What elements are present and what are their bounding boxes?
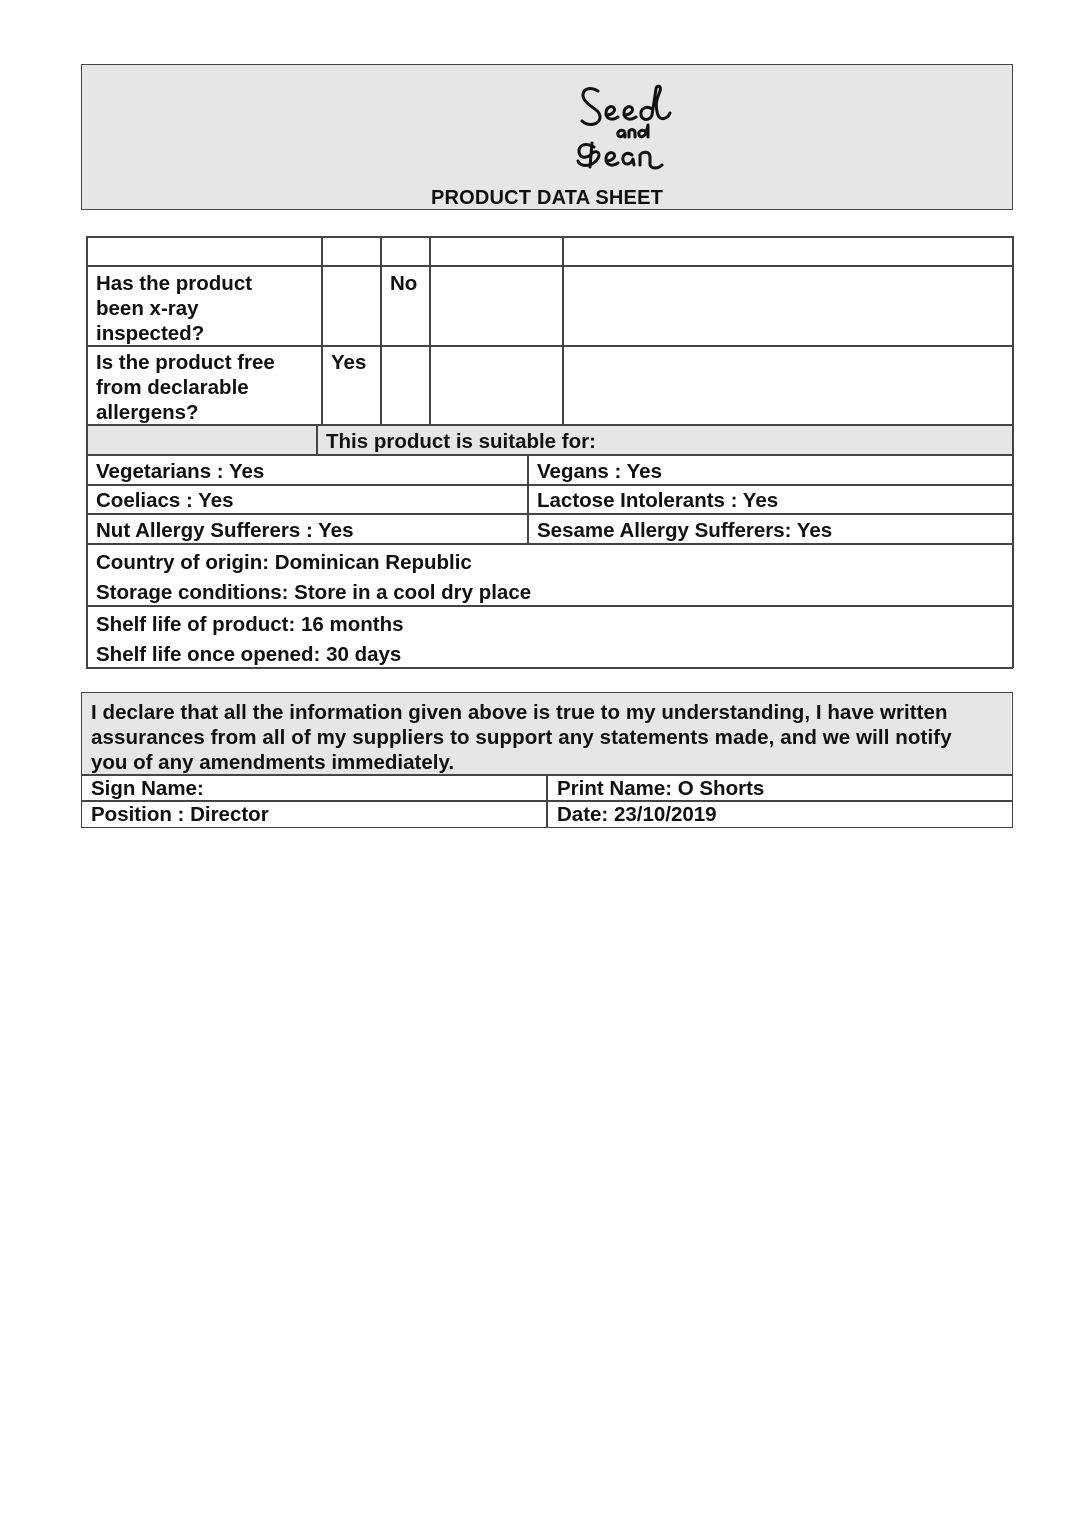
document-header: [81, 64, 1013, 210]
suitability-vegans: Vegans : Yes: [537, 460, 662, 483]
suitability-lactose: Lactose Intolerants : Yes: [537, 489, 779, 512]
document-title: PRODUCT DATA SHEET: [430, 187, 664, 209]
question-xray-line-2: been x-ray: [96, 297, 199, 320]
question-allergens-line-1: Is the product free: [96, 351, 275, 374]
question-xray-line-1: Has the product: [96, 272, 253, 295]
seed-and-bean-logo: [572, 81, 690, 175]
suitability-sesame: Sesame Allergy Sufferers: Yes: [537, 519, 833, 542]
suitability-coeliacs: Coeliacs : Yes: [96, 489, 234, 512]
shelf-life-product: Shelf life of product: 16 months: [96, 613, 404, 636]
declaration-line-2: assurances from all of my suppliers to support any statements made, and we will notify: [91, 726, 952, 749]
question-allergens-line-2: from declarable: [96, 376, 249, 399]
suitability-vegetarians: Vegetarians : Yes: [96, 460, 265, 483]
storage-conditions: Storage conditions: Store in a cool dry place: [96, 581, 532, 604]
answer-allergens-yes: Yes: [331, 351, 367, 374]
suitability-nut: Nut Allergy Sufferers : Yes: [96, 519, 354, 542]
question-xray-line-3: inspected?: [96, 322, 205, 345]
date-field: Date: 23/10/2019: [557, 803, 717, 826]
country-of-origin: Country of origin: Dominican Republic: [96, 551, 472, 574]
question-allergens-line-3: allergens?: [96, 401, 199, 424]
suitability-heading: This product is suitable for:: [326, 430, 596, 453]
position-field: Position : Director: [91, 803, 269, 826]
print-name-field: Print Name: O Shorts: [557, 777, 765, 800]
declaration-line-1: I declare that all the information given above is true to my understanding, I have written: [91, 701, 948, 724]
declaration-line-3: you of any amendments immediately.: [91, 751, 455, 774]
answer-xray-no: No: [390, 272, 418, 295]
shelf-life-opened: Shelf life once opened: 30 days: [96, 643, 402, 666]
sign-name-field: Sign Name:: [91, 777, 204, 800]
